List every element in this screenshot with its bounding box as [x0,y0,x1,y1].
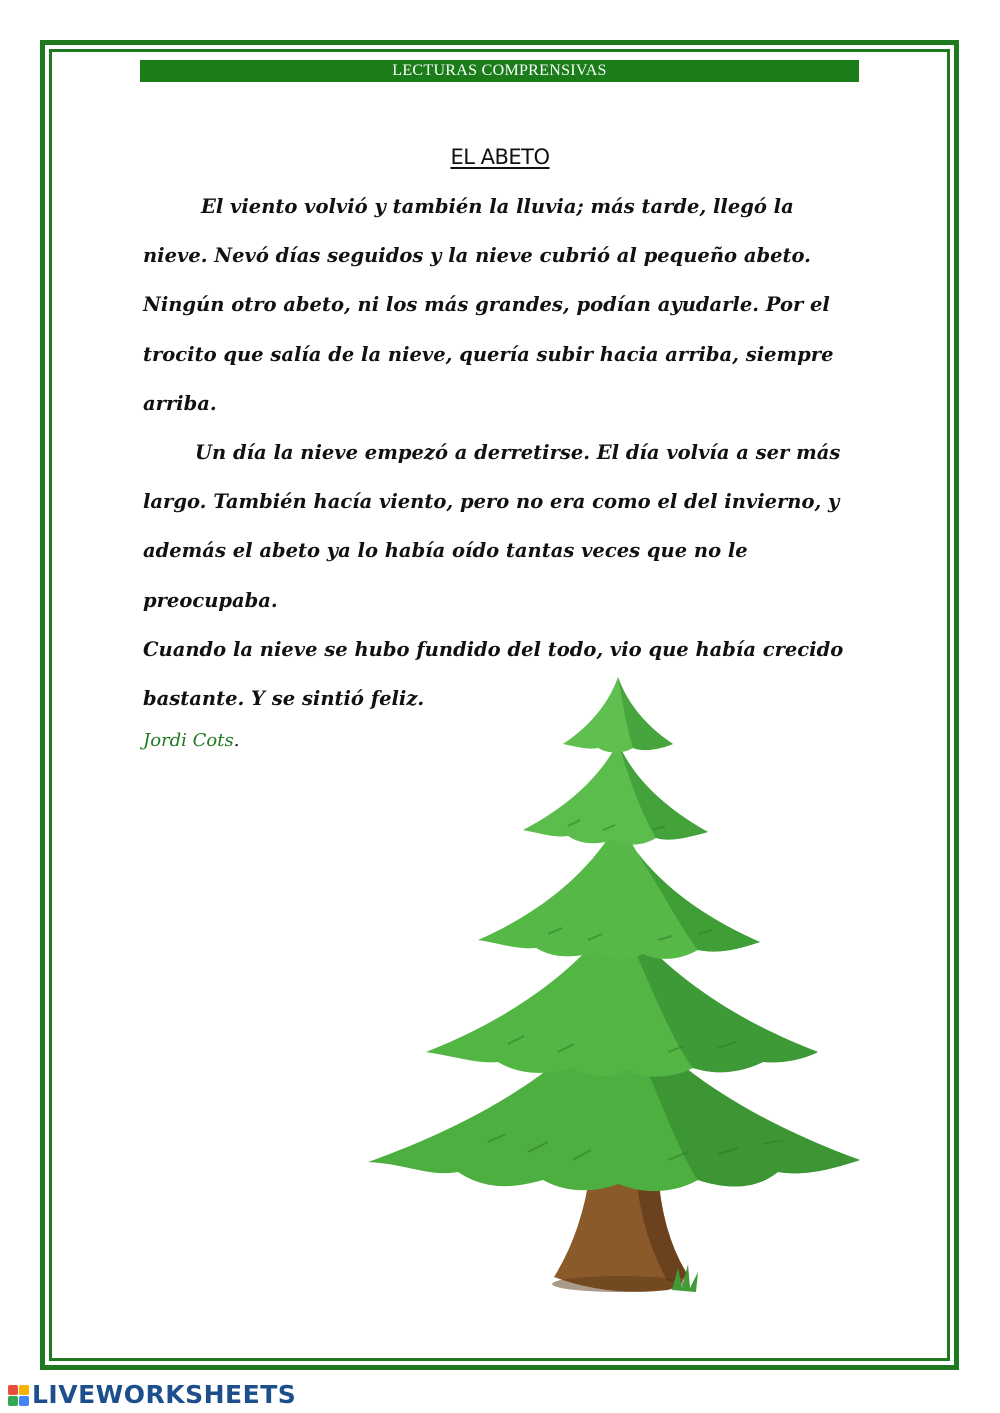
header-bar: LECTURAS COMPRENSIVAS [140,60,859,82]
footer-brand-text: LIVEWORKSHEETS [32,1380,297,1409]
story-title: EL ABETO [450,145,550,169]
author-period: . [233,730,240,751]
story-paragraph-1: El viento volvió y también la lluvia; más tarde, llegó la nieve. Nevó días seguidos y la nieve cubrió al pequeño abeto. Ningún otro abeto, ni los más grandes, podían ayudarle. Por el trocito que salía de la nieve, quería subir hacia arriba, siempre arriba. [143,195,834,415]
author-name: Jordi Cots [143,730,234,751]
story-author [143,730,239,751]
footer-brand [8,1380,296,1410]
tree-base-shadow [552,1276,688,1292]
story-paragraph-2: Un día la nieve empezó a derretirse. El día volvía a ser más largo. También hacía viento, pero no era como el del invierno, y además el abeto ya lo había oído tantas veces que no le preocupaba. [143,441,841,612]
story-paragraph-3: Cuando la nieve se hubo fundido del todo, vio que había crecido bastante. Y se sintió feliz. [143,637,844,711]
story-body [143,182,859,723]
liveworksheets-logo-icon [8,1385,29,1406]
fir-tree-illustration [368,672,868,1312]
